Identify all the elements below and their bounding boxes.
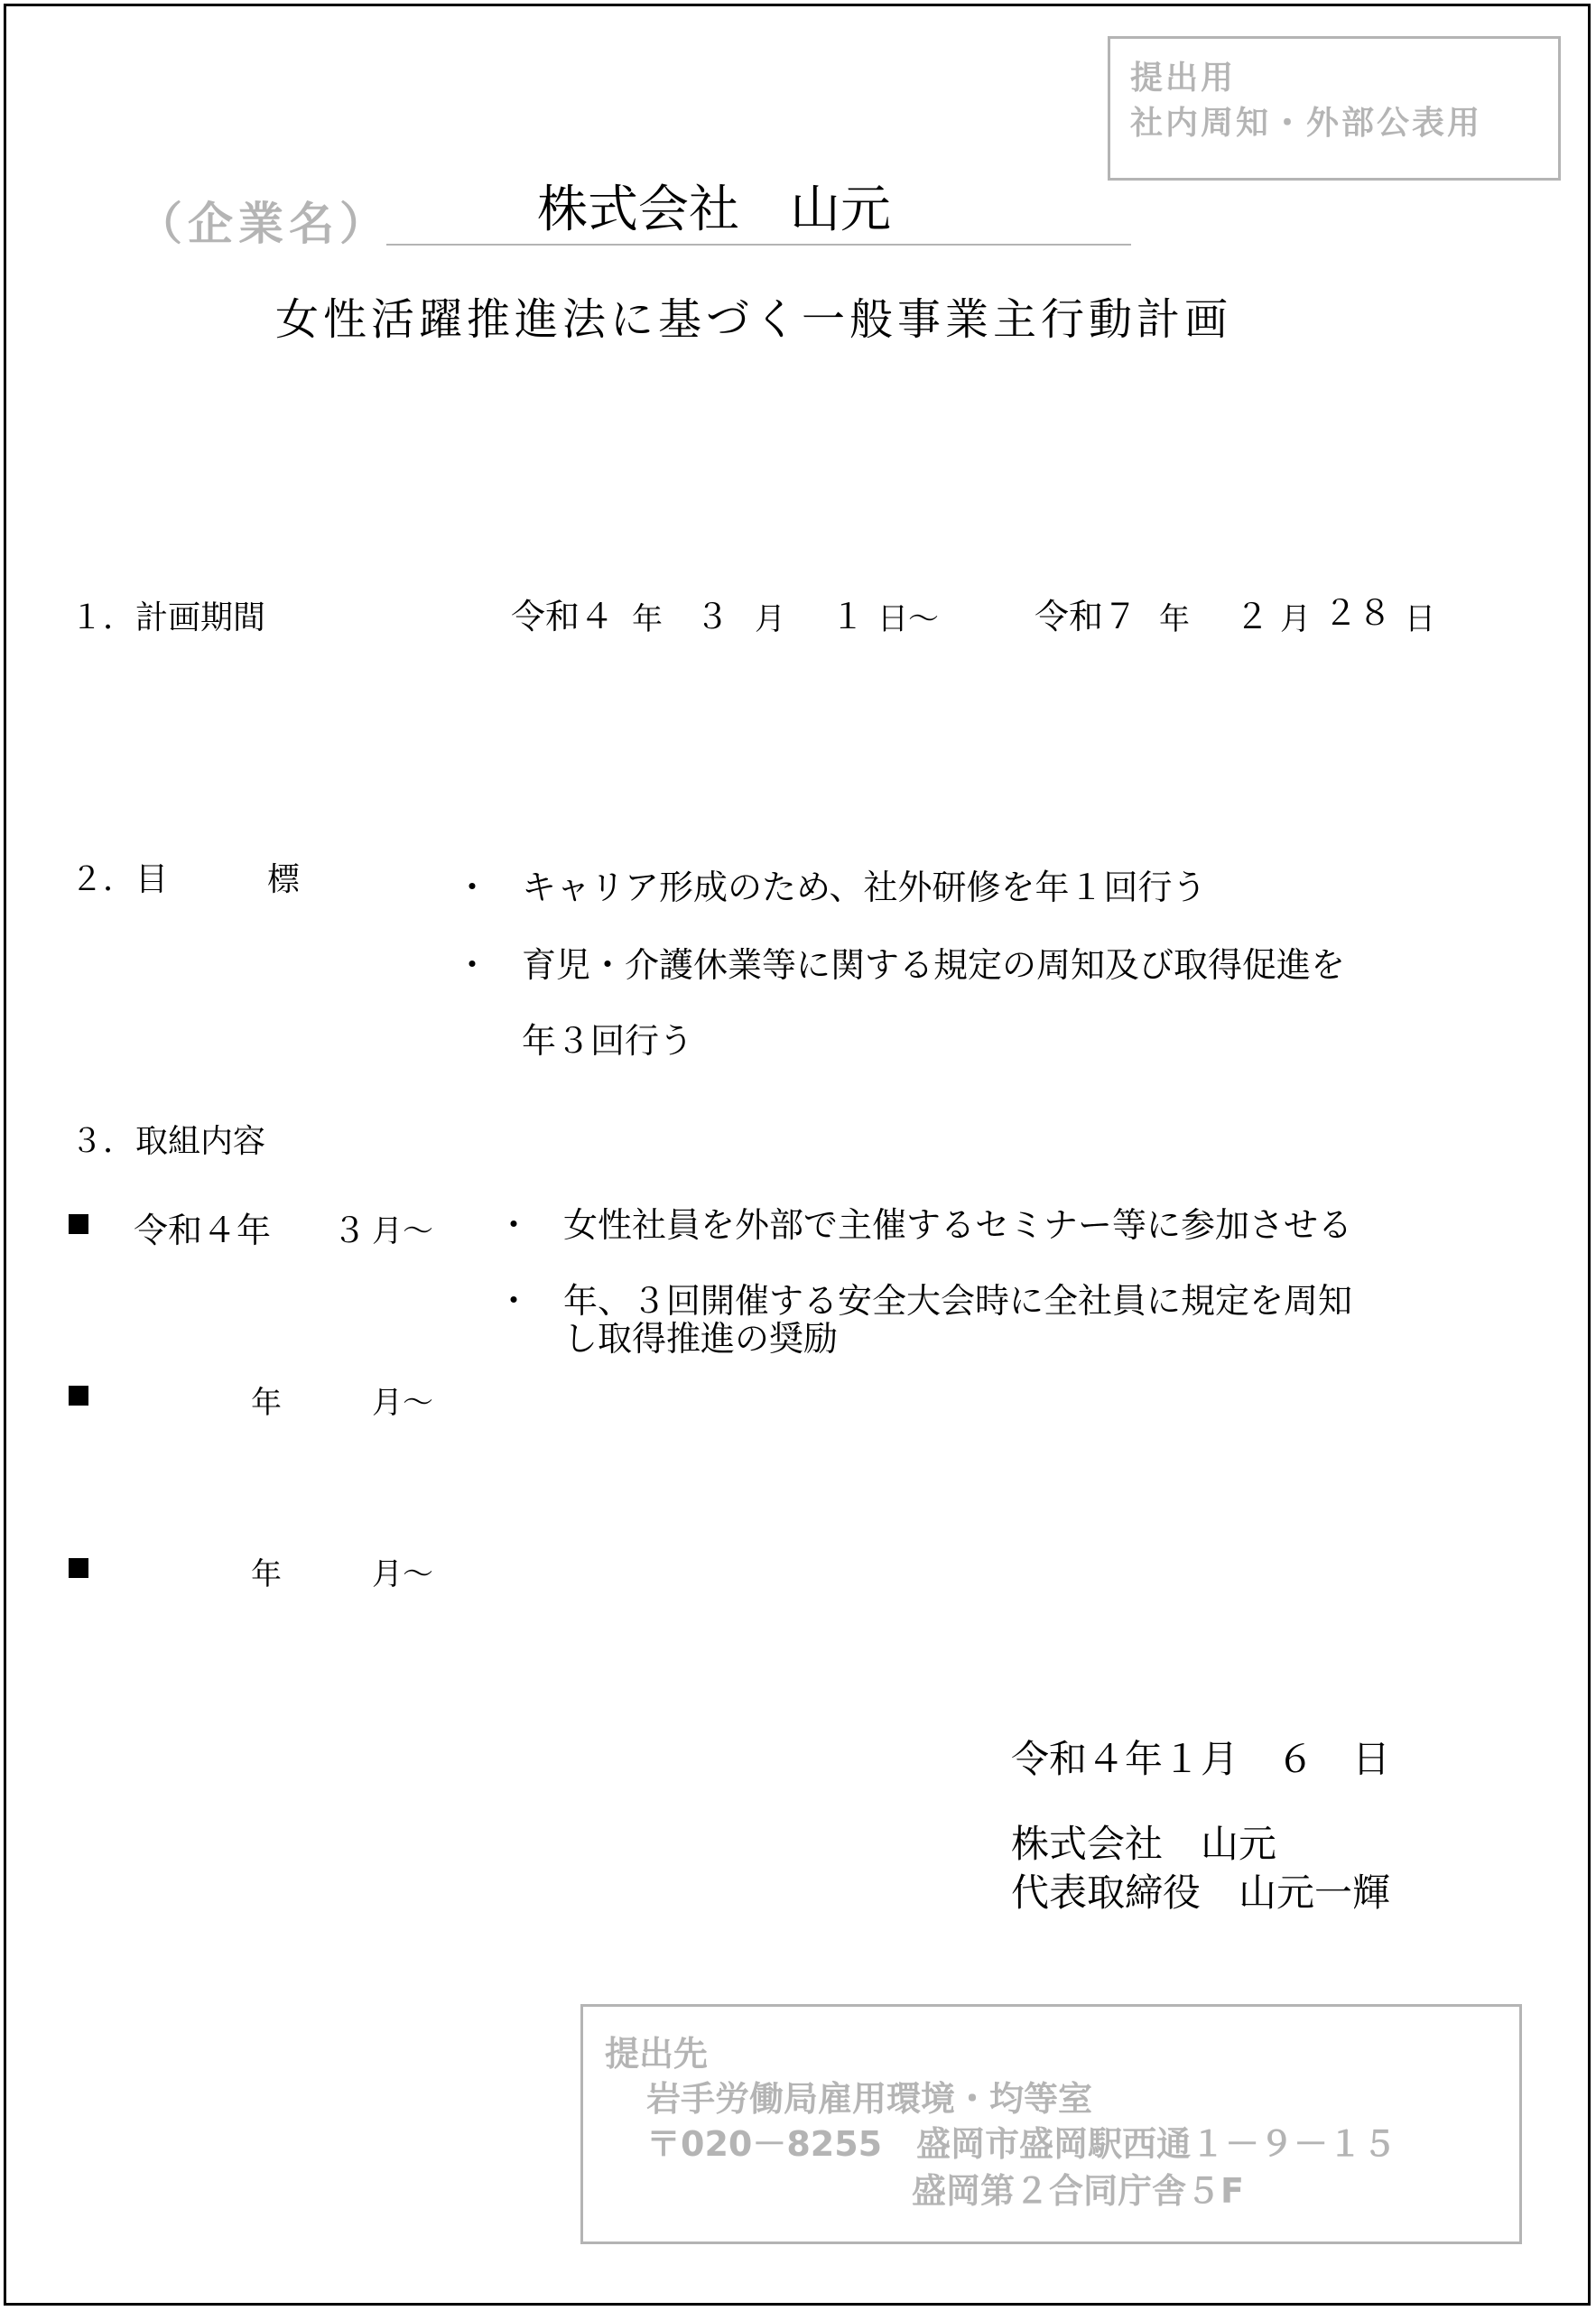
initiative-1-dot-2: ・ [496,1281,532,1321]
initiative-2-nen: 年 [251,1385,282,1421]
goal-item-1: キャリア形成のため、社外研修を年１回行う [522,868,1207,907]
goals-heading-char: 標 [267,861,301,898]
initiative-bullet-2 [69,1386,88,1406]
period-start-month: ３ [695,597,730,636]
document-title: 女性活躍推進法に基づく一般事業主行動計画 [275,294,1233,345]
initiative-1-item-2: 年、３回開催する安全大会時に全社員に規定を周知 [563,1281,1353,1321]
goals-heading: ２．目 [70,861,169,898]
destination-address-1: 〒020－8255 盛岡市盛岡駅西通１－９－１５ [646,2124,1397,2164]
goal-bullet-1: ・ [455,868,490,907]
period-start-tsuki: 月 [755,601,785,637]
period-start-nichi: 日～ [877,601,939,637]
period-end-era: 令和７ [1035,597,1138,636]
period-start-day: １ [830,597,866,636]
goal-item-2-continued: 年３回行う [522,1021,694,1061]
goal-item-2: 育児・介護休業等に関する規定の周知及び取得促進を [522,945,1346,985]
initiative-1-item-2-continued: し取得推進の奨励 [563,1319,839,1359]
destination-address-2: 盛岡第２合同庁舎５F [912,2171,1244,2211]
signature-representative: 代表取締役 山元一輝 [1011,1870,1391,1915]
period-end-tsuki: 月 [1280,601,1311,637]
initiative-3-nen: 年 [251,1556,282,1592]
period-end-nen: 年 [1159,601,1190,637]
period-end-nichi: 日 [1405,601,1435,637]
company-label: （企業名） [137,198,390,250]
initiative-1-dot-1: ・ [496,1205,532,1245]
initiative-1-month-suffix: 月～ [372,1213,433,1249]
period-end-month: ２ [1235,597,1270,636]
submission-line-2: 社内周知・外部公表用 [1130,105,1483,142]
submission-line-1: 提出用 [1130,60,1237,97]
initiative-3-month-suffix: 月～ [372,1556,433,1592]
period-start-nen: 年 [632,601,663,637]
initiatives-heading: ３．取組内容 [70,1123,266,1160]
signature-date: 令和４年１月 ６ 日 [1011,1737,1391,1781]
initiative-2-month-suffix: 月～ [372,1385,433,1421]
destination-heading: 提出先 [605,2034,709,2074]
period-end-day: ２８ [1323,593,1393,633]
initiative-1-item-1: 女性社員を外部で主催するセミナー等に参加させる [563,1205,1353,1245]
signature-company: 株式会社 山元 [1011,1822,1277,1866]
destination-office: 岩手労働局雇用環境・均等室 [646,2079,1093,2119]
initiative-bullet-3 [69,1558,88,1578]
period-heading: １．計画期間 [70,599,266,636]
period-start-era: 令和４ [511,597,615,636]
company-name: 株式会社 山元 [537,181,891,239]
initiative-1-month: ３ [332,1211,367,1250]
goal-bullet-2: ・ [455,945,490,985]
initiative-bullet-1 [69,1214,88,1234]
initiative-1-era: 令和４年 [134,1211,272,1250]
company-name-underline [386,244,1131,246]
